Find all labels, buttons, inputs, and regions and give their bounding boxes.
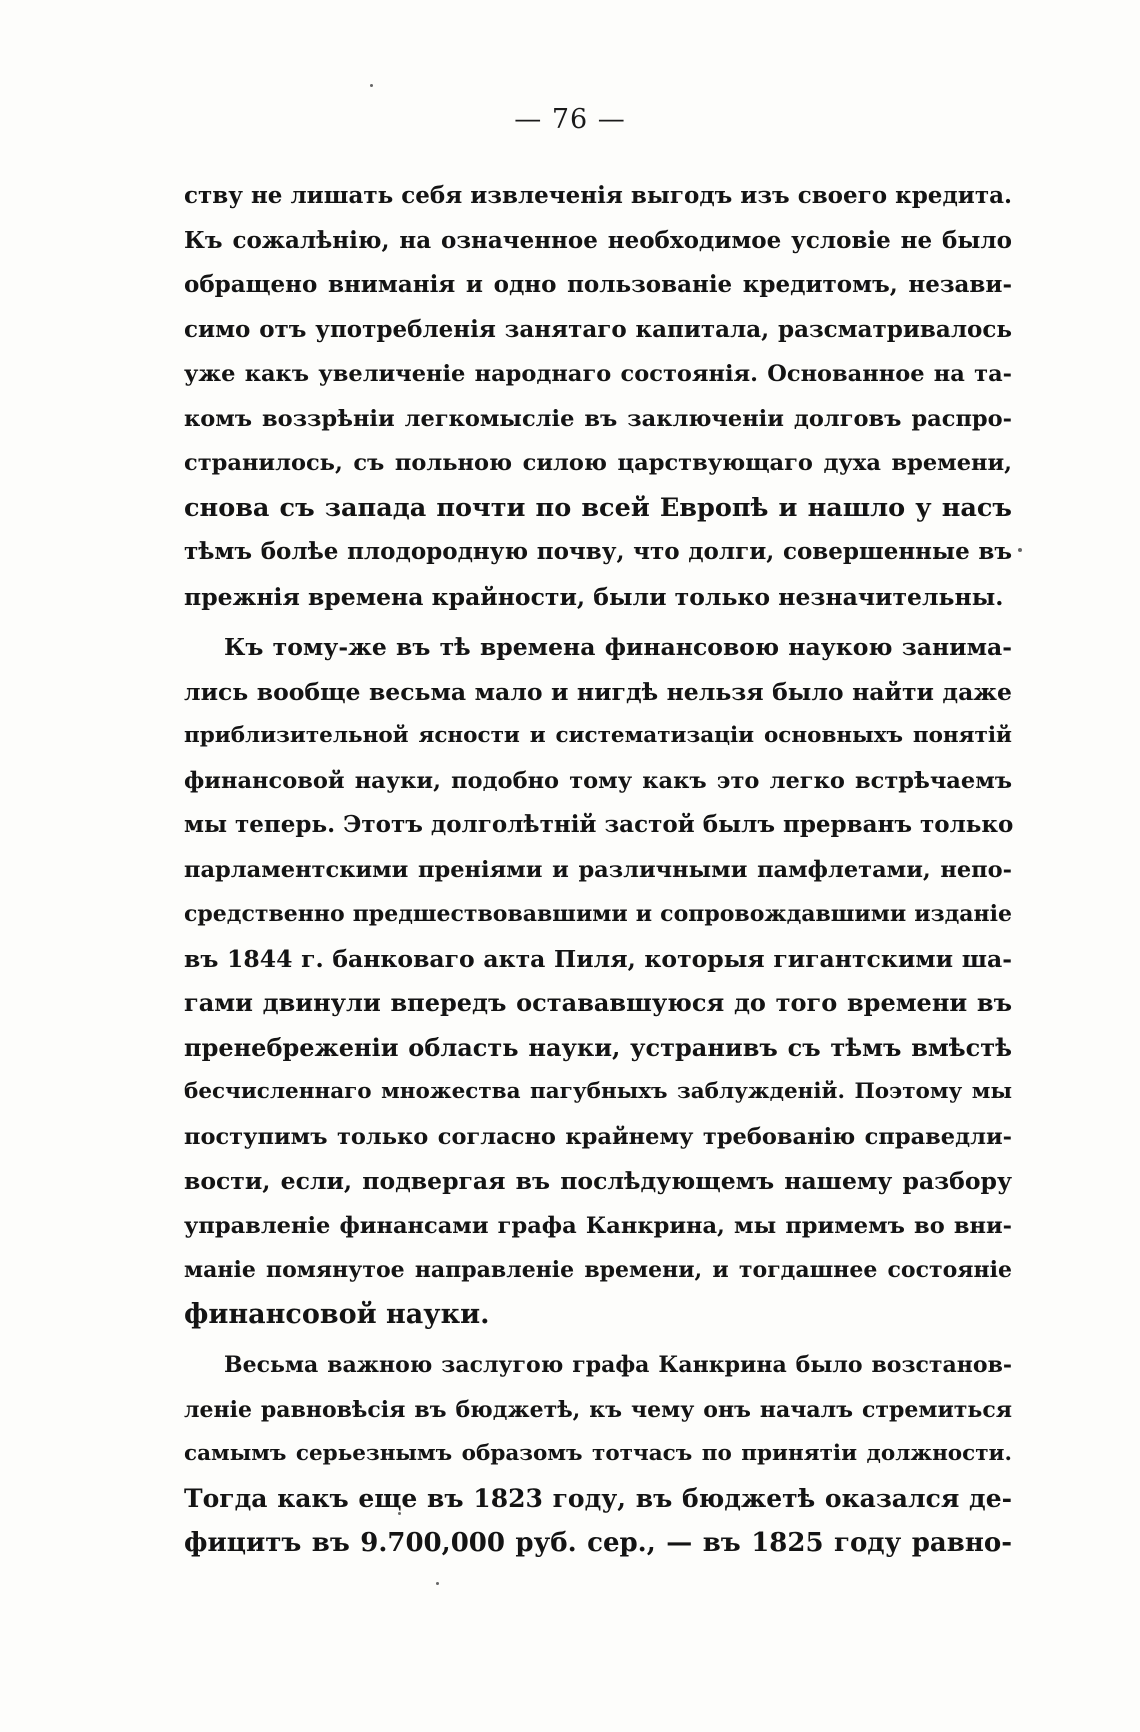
text-line: комъ воззрѣніи легкомысліе въ заключеніи долговъ распро- bbox=[184, 405, 1012, 432]
text-line: самымъ серьезнымъ образомъ тотчасъ по принятіи должности. bbox=[184, 1441, 1012, 1466]
text-line: Къ тому-же въ тѣ времена финансовою наукою занима- bbox=[224, 633, 1012, 661]
text-line: прежнія времена крайности, были только незначительны. bbox=[184, 582, 1004, 611]
body-text bbox=[184, 174, 1012, 1566]
text-line: снова съ запада почти по всей Европѣ и нашло у насъ bbox=[184, 492, 1012, 523]
text-line: уже какъ увеличеніе народнаго состоянія. Основанное на та- bbox=[184, 361, 1012, 387]
text-line: средственно предшествовавшими и сопровождавшими изданіе bbox=[184, 901, 1012, 927]
text-line: Тогда какъ еще въ 1823 году, въ бюджетѣ оказался де- bbox=[184, 1483, 1012, 1513]
text-line: пренебреженіи область науки, устранивъ съ тѣмъ вмѣстѣ bbox=[184, 1032, 1012, 1062]
scan-speck bbox=[398, 1512, 401, 1515]
text-line: финансовой науки. bbox=[184, 1298, 490, 1330]
text-line: Весьма важною заслугою графа Канкрина было возстанов- bbox=[224, 1352, 1012, 1378]
text-line: парламентскими преніями и различными памфлетами, непо- bbox=[184, 856, 1012, 883]
scan-speck bbox=[370, 84, 373, 87]
text-line: странилось, съ польною силою царствующаго духа времени, bbox=[184, 450, 1012, 476]
text-line: маніе помянутое направленіе времени, и тогдашнее состояніе bbox=[184, 1257, 1012, 1283]
text-line: ству не лишать себя извлеченія выгодъ изъ своего кредита. bbox=[184, 182, 1012, 209]
text-line: лись вообще весьма мало и нигдѣ нельзя было найти даже bbox=[184, 677, 1012, 706]
text-line: въ 1844 г. банковаго акта Пиля, которыя гигантскими ша- bbox=[184, 944, 1012, 973]
text-line: обращено вниманія и одно пользованіе кредитомъ, незави- bbox=[184, 271, 1012, 298]
scan-speck bbox=[1018, 548, 1022, 552]
scan-speck bbox=[436, 1582, 439, 1585]
paragraph-2 bbox=[184, 625, 1012, 1337]
paragraph-1 bbox=[184, 174, 1012, 619]
text-line: Къ сожалѣнію, на означенное необходимое условіе не было bbox=[184, 226, 1012, 254]
text-line: приблизительной ясности и систематизаціи основныхъ понятій bbox=[184, 723, 1012, 748]
page-number: — 76 — bbox=[514, 104, 626, 135]
text-line: тѣмъ болѣе плодородную почву, что долги, совершенные въ bbox=[184, 538, 1012, 565]
text-line: гами двинули впередъ остававшуюся до того времени въ bbox=[184, 988, 1012, 1017]
text-line: симо отъ употребленія занятаго капитала, разсматривалось bbox=[184, 315, 1012, 343]
text-line: управленіе финансами графа Канкрина, мы примемъ во вни- bbox=[184, 1212, 1012, 1239]
text-line: фицитъ въ 9.700,000 руб. сер., — въ 1825 году равно- bbox=[184, 1528, 1012, 1558]
text-line: мы теперь. Этотъ долголѣтній застой былъ прерванъ только bbox=[184, 811, 1014, 838]
paragraph-3 bbox=[184, 1343, 1012, 1566]
text-line: поступимъ только согласно крайнему требованію справедли- bbox=[184, 1123, 1012, 1150]
text-line: леніе равновѣсія въ бюджетѣ, къ чему онъ началъ стремиться bbox=[184, 1396, 1012, 1423]
text-line: вости, если, подвергая въ послѣдующемъ нашему разбору bbox=[184, 1167, 1012, 1195]
text-line: финансовой науки, подобно тому какъ это легко встрѣчаемъ bbox=[184, 767, 1012, 794]
text-line: бесчисленнаго множества пагубныхъ заблужденій. Поэтому мы bbox=[184, 1079, 1012, 1104]
